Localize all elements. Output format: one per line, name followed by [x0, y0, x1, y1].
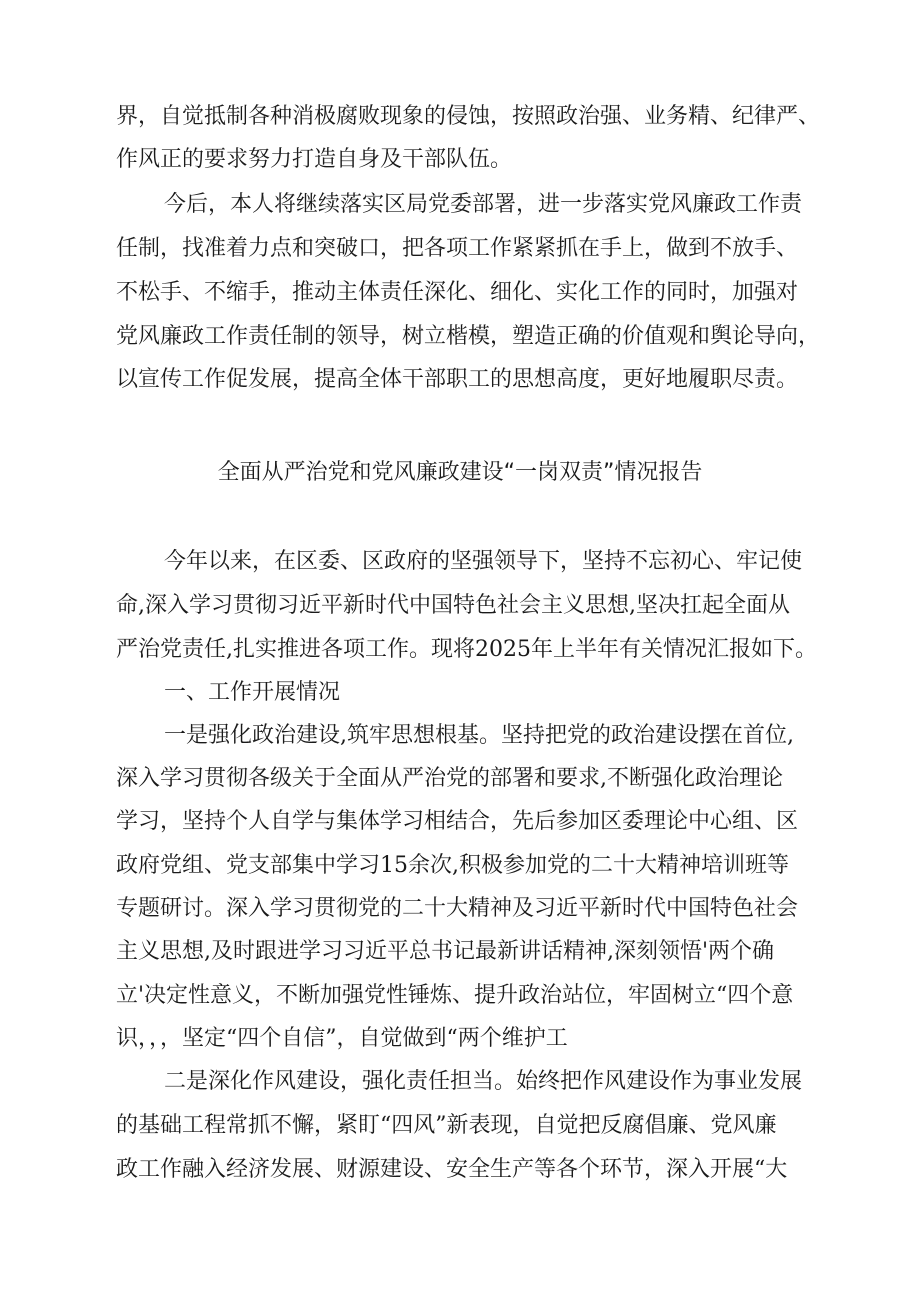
text-line: 学习，坚持个人自学与集体学习相结合，先后参加区委理论中心组、区	[116, 809, 799, 834]
text-line: 界，自觉抵制各种消极腐败现象的侵蚀，按照政治强、业务精、纪律严、	[116, 104, 821, 129]
text-line: 不松手、不缩手，推动主体责任深化、细化、实化工作的同时，加强对	[116, 280, 799, 305]
text-line: 今年以来，在区委、区政府的坚强领导下，坚持不忘初心、牢记使	[164, 549, 803, 574]
text-line: 今后，本人将继续落实区局党委部署，进一步落实党风廉政工作责	[164, 192, 803, 217]
text-line: 作风正的要求努力打造自身及干部队伍。	[116, 147, 513, 172]
text-line: 政工作融入经济发展、财源建设、安全生产等各个环节，深入开展“大	[116, 1157, 788, 1182]
text-line: 以宣传工作促发展，提高全体干部职工的思想高度，更好地履职尽责。	[116, 367, 799, 392]
text-line: 严治党责任,扎实推进各项工作。现将2025年上半年有关情况汇报如下。	[116, 637, 817, 662]
text-line: 一是强化政治建设,筑牢思想根基。坚持把党的政治建设摆在首位,	[164, 723, 794, 748]
text-line: 主义思想,及时跟进学习习近平总书记最新讲话精神,深刻领悟'两个确	[116, 939, 775, 964]
text-line: 二是深化作风建设，强化责任担当。始终把作风建设作为事业发展	[164, 1069, 803, 1094]
text-line: 专题研讨。深入学习贯彻党的二十大精神及习近平新时代中国特色社会	[116, 896, 799, 921]
section-heading: 一、工作开展情况	[164, 680, 341, 705]
text-line: 政府党组、党支部集中学习15余次,积极参加党的二十大精神培训班等	[116, 853, 789, 878]
text-line: 的基础工程常抓不懈，紧盯“四风”新表现，自觉把反腐倡廉、党风廉	[116, 1113, 777, 1138]
text-line: 深入学习贯彻各级关于全面从严治党的部署和要求,不断强化政治理论	[116, 766, 783, 791]
text-line: 党风廉政工作责任制的领导，树立楷模，塑造正确的价值观和舆论导向，	[116, 324, 821, 349]
text-line: 识，，，坚定“四个自信”，自觉做到“两个维护工	[116, 1026, 568, 1051]
text-line: 任制，找准着力点和突破口，把各项工作紧紧抓在手上，做到不放手、	[116, 236, 799, 261]
text-line: 立'决定性意义，不断加强党性锤炼、提升政治站位，牢固树立“四个意	[116, 983, 794, 1008]
report-title: 全面从严治党和党风廉政建设“一岗双责”情况报告	[217, 460, 703, 485]
text-line: 命,深入学习贯彻习近平新时代中国特色社会主义思想,坚决扛起全面从	[116, 593, 790, 618]
